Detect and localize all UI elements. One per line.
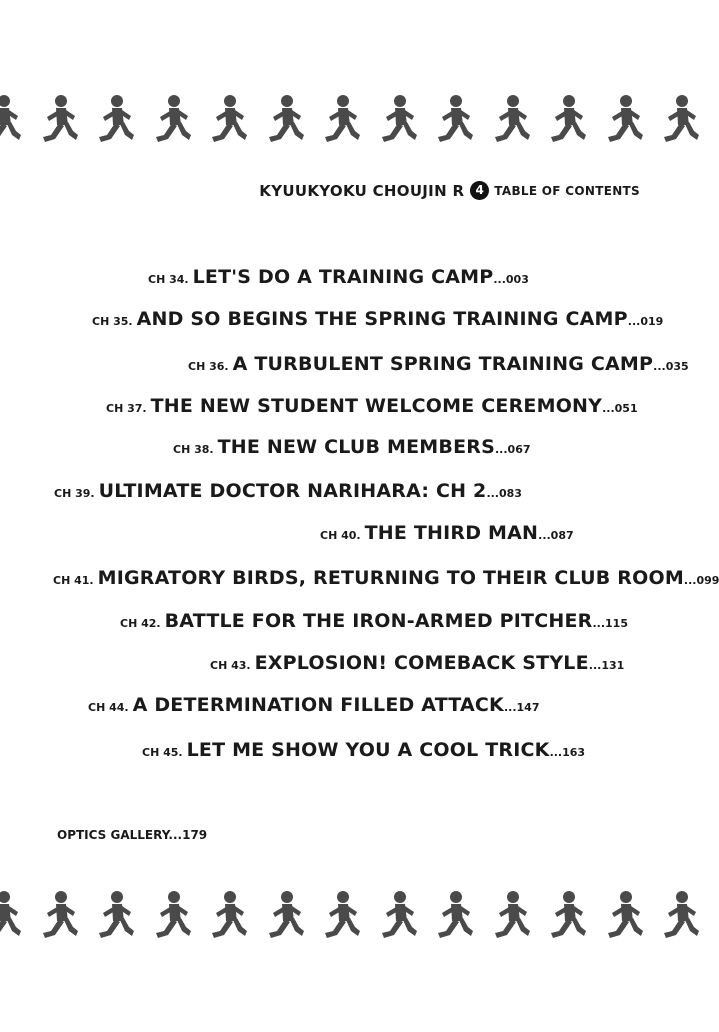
running-figure-icon <box>321 93 361 147</box>
chapter-number: CH 38. <box>173 443 214 456</box>
chapter-title: LET'S DO A TRAINING CAMP <box>192 266 494 288</box>
chapter-number: CH 39. <box>54 487 95 500</box>
running-figure-icon <box>547 889 587 943</box>
running-figure-icon <box>604 93 644 147</box>
chapter-page: ...019 <box>627 315 664 328</box>
chapter-page: ...087 <box>538 529 574 542</box>
chapter-page: ...067 <box>495 443 531 456</box>
chapter-number: CH 35. <box>92 315 133 328</box>
chapter-41 <box>53 567 719 589</box>
chapter-number: CH 34. <box>148 273 189 286</box>
chapter-40 <box>320 522 574 544</box>
bottom-runner-border <box>0 888 700 944</box>
chapter-title: EXPLOSION! COMEBACK STYLE <box>254 652 589 674</box>
running-figure-icon <box>208 93 248 147</box>
running-figure-icon <box>0 889 22 943</box>
chapter-page: ...051 <box>602 402 638 415</box>
gallery-label: OPTICS GALLERY <box>57 828 169 842</box>
chapter-34 <box>148 266 529 288</box>
running-figure-icon <box>378 889 418 943</box>
running-figure-icon <box>208 889 248 943</box>
chapter-page: ...099 <box>683 574 719 587</box>
chapter-page: ...131 <box>588 659 625 672</box>
series-title: KYUUKYOKU CHOUJIN R <box>259 181 465 200</box>
running-figure-icon <box>491 93 531 147</box>
running-figure-icon <box>152 93 192 147</box>
chapter-title: MIGRATORY BIRDS, RETURNING TO THEIR CLUB ROOM <box>97 567 684 589</box>
chapter-page: ...083 <box>486 487 522 500</box>
chapter-number: CH 45. <box>142 746 183 759</box>
chapter-title: THE NEW CLUB MEMBERS <box>217 436 495 458</box>
toc-header <box>259 181 640 200</box>
chapter-number: CH 37. <box>106 402 147 415</box>
chapter-title: THE THIRD MAN <box>364 522 539 544</box>
running-figure-icon <box>321 889 361 943</box>
chapter-number: CH 44. <box>88 701 129 714</box>
chapter-title: A DETERMINATION FILLED ATTACK <box>132 694 504 716</box>
optics-gallery-entry <box>57 828 207 842</box>
chapter-page: ...163 <box>549 746 586 759</box>
chapter-number: CH 42. <box>120 617 161 630</box>
chapter-title: A TURBULENT SPRING TRAINING CAMP <box>232 353 654 375</box>
top-runner-border <box>0 92 700 148</box>
running-figure-icon <box>378 93 418 147</box>
chapter-38 <box>173 436 531 458</box>
chapter-36 <box>188 353 689 375</box>
chapter-title: BATTLE FOR THE IRON-ARMED PITCHER <box>164 610 593 632</box>
chapter-page: ...003 <box>493 273 529 286</box>
running-figure-icon <box>265 93 305 147</box>
chapter-35 <box>92 308 663 330</box>
running-figure-icon <box>265 889 305 943</box>
running-figure-icon <box>95 889 135 943</box>
running-figure-icon <box>152 889 192 943</box>
chapter-number: CH 43. <box>210 659 251 672</box>
chapter-43 <box>210 652 624 674</box>
running-figure-icon <box>0 93 22 147</box>
chapter-number: CH 36. <box>188 360 229 373</box>
running-figure-icon <box>95 93 135 147</box>
running-figure-icon <box>39 889 79 943</box>
chapter-number: CH 41. <box>53 574 94 587</box>
chapter-title: THE NEW STUDENT WELCOME CEREMONY <box>150 395 603 417</box>
running-figure-icon <box>660 889 700 943</box>
running-figure-icon <box>547 93 587 147</box>
gallery-page: ...179 <box>168 828 208 842</box>
chapter-39 <box>54 480 522 502</box>
volume-badge: 4 <box>470 181 489 200</box>
chapter-title: ULTIMATE DOCTOR NARIHARA: CH 2 <box>98 480 487 502</box>
chapter-title: LET ME SHOW YOU A COOL TRICK <box>186 739 550 761</box>
running-figure-icon <box>39 93 79 147</box>
running-figure-icon <box>604 889 644 943</box>
chapter-number: CH 40. <box>320 529 361 542</box>
chapter-42 <box>120 610 628 632</box>
chapter-page: ...147 <box>503 701 540 714</box>
chapter-page: ...035 <box>653 360 689 373</box>
toc-label: TABLE OF CONTENTS <box>494 183 640 198</box>
chapter-44 <box>88 694 539 716</box>
running-figure-icon <box>434 93 474 147</box>
chapter-page: ...115 <box>592 617 628 630</box>
running-figure-icon <box>660 93 700 147</box>
chapter-45 <box>142 739 585 761</box>
chapter-37 <box>106 395 638 417</box>
running-figure-icon <box>491 889 531 943</box>
chapter-title: AND SO BEGINS THE SPRING TRAINING CAMP <box>136 308 628 330</box>
running-figure-icon <box>434 889 474 943</box>
